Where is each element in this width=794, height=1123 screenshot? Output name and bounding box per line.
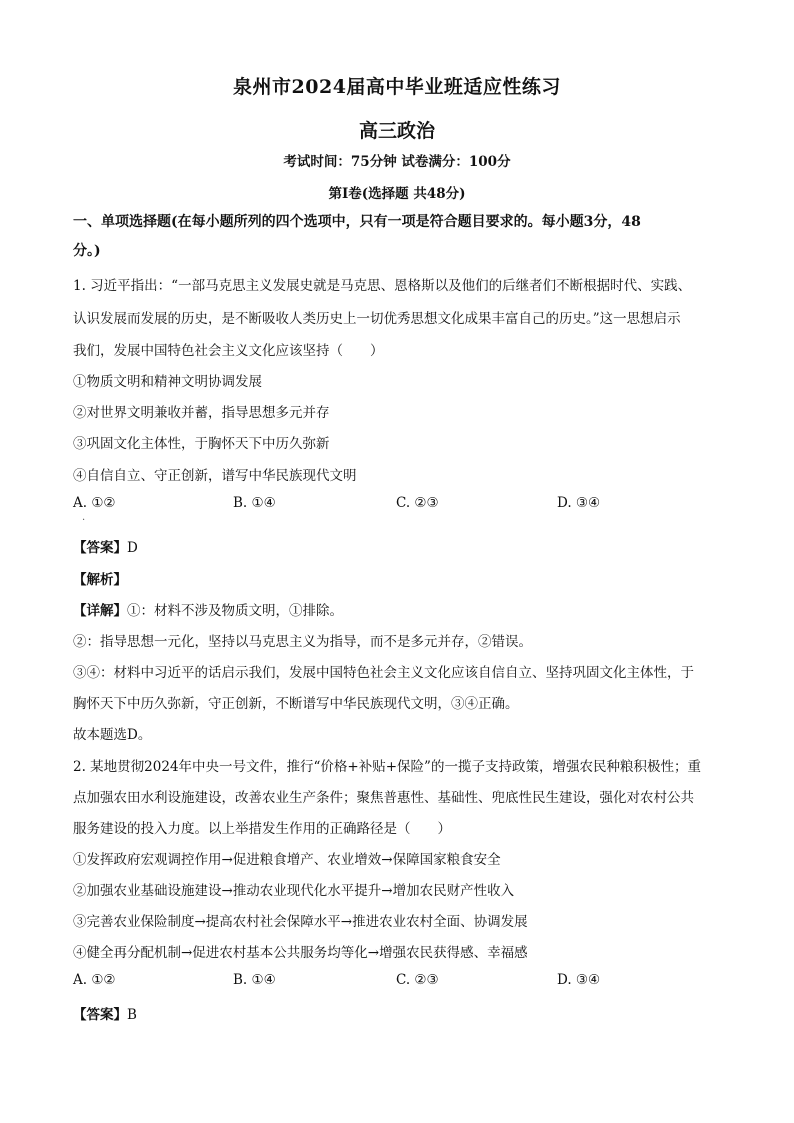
section-heading-line-1: 一、单项选择题(在每小题所列的四个选项中，只有一项是符合题目要求的。每小题3分，48 xyxy=(73,214,641,230)
q1-option-d: D. ③④ xyxy=(557,495,601,511)
q1-item-1: ①物质文明和精神文明协调发展 xyxy=(73,374,262,390)
q2-item-4: ④健全再分配机制→促进农村基本公共服务均等化→增强农民获得感、幸福感 xyxy=(73,945,528,961)
q1-answer xyxy=(73,536,733,556)
q2-option-a: A. ①② xyxy=(73,972,116,988)
section-heading xyxy=(73,208,733,266)
q2-item-1: ①发挥政府宏观调控作用→促进粮食增产、农业增效→保障国家粮食安全 xyxy=(73,852,501,868)
q2-option-c: C. ②③ xyxy=(396,972,439,988)
document-title: 泉州市2024届高中毕业班适应性练习 xyxy=(233,76,561,98)
part-title: 第Ⅰ卷(选择题 共48分) xyxy=(328,186,466,202)
q2-stem-line-1: 2. 某地贯彻2024年中央一号文件，推行“价格+补贴+保险”的一揽子支持政策，增强农民种粮积极性；重 xyxy=(73,759,701,775)
q1-detail-line-1 xyxy=(73,599,733,619)
q2-item-3: ③完善农业保险制度→提高农村社会保障水平→推进农业农村全面、协调发展 xyxy=(73,914,528,930)
q1-option-c: C. ②③ xyxy=(396,495,439,511)
stray-mark: . xyxy=(82,512,86,523)
q1-analysis-tag xyxy=(73,568,733,588)
subject-title: 高三政治 xyxy=(358,120,435,142)
exam-info: 考试时间：75分钟 试卷满分：100分 xyxy=(283,154,511,170)
q1-option-b: B. ①④ xyxy=(233,495,276,511)
detail-text: ①：材料不涉及物质文明，①排除。 xyxy=(127,603,343,619)
answer-value: B xyxy=(127,1007,137,1023)
q1-stem-line-3: 我们，发展中国特色社会主义文化应该坚持（ ） xyxy=(73,343,384,359)
analysis-tag: 【解析】 xyxy=(73,572,127,588)
answer-tag: 【答案】 xyxy=(73,1007,127,1023)
q1-item-4: ④自信自立、守正创新，谱写中华民族现代文明 xyxy=(73,468,357,484)
q2-answer xyxy=(73,1003,733,1023)
q2-stem-line-3: 服务建设的投入力度。以上举措发生作用的正确路径是（ ） xyxy=(73,821,451,837)
q2-stem-line-2: 点加强农田水利设施建设，改善农业生产条件；聚焦普惠性、基础性、兜底性民生建设，强化对农村公共 xyxy=(73,790,694,806)
q1-option-a: A. ①② xyxy=(73,495,116,511)
q2-item-2: ②加强农业基础设施建设→推动农业现代化水平提升→增加农民财产性收入 xyxy=(73,883,515,899)
section-heading-line-2: 分。) xyxy=(73,243,101,259)
q1-conclusion: 故本题选D。 xyxy=(73,727,152,743)
q1-item-3: ③巩固文化主体性，于胸怀天下中历久弥新 xyxy=(73,436,330,452)
answer-tag: 【答案】 xyxy=(73,540,127,556)
q1-item-2: ②对世界文明兼收并蓄，指导思想多元并存 xyxy=(73,405,330,421)
answer-value: D xyxy=(127,540,138,556)
detail-tag: 【详解】 xyxy=(73,603,127,619)
q1-detail-line-4: 胸怀天下中历久弥新，守正创新，不断谱写中华民族现代文明，③④正确。 xyxy=(73,696,519,712)
q1-detail-line-2: ②：指导思想一元化，坚持以马克思主义为指导，而不是多元并存，②错误。 xyxy=(73,634,532,650)
q1-stem-line-1: 1. 习近平指出：“一部马克思主义发展史就是马克思、恩格斯以及他们的后继者们不断根据时代、实践、 xyxy=(73,278,692,294)
q1-stem-line-2: 认识发展而发展的历史，是不断吸收人类历史上一切优秀思想文化成果丰富自己的历史。”这一思想启示 xyxy=(73,311,681,327)
q2-option-d: D. ③④ xyxy=(557,972,601,988)
q2-option-b: B. ①④ xyxy=(233,972,276,988)
q1-detail-line-3: ③④：材料中习近平的话启示我们，发展中国特色社会主义文化应该自信自立、坚持巩固文化主体性，于 xyxy=(73,665,694,681)
